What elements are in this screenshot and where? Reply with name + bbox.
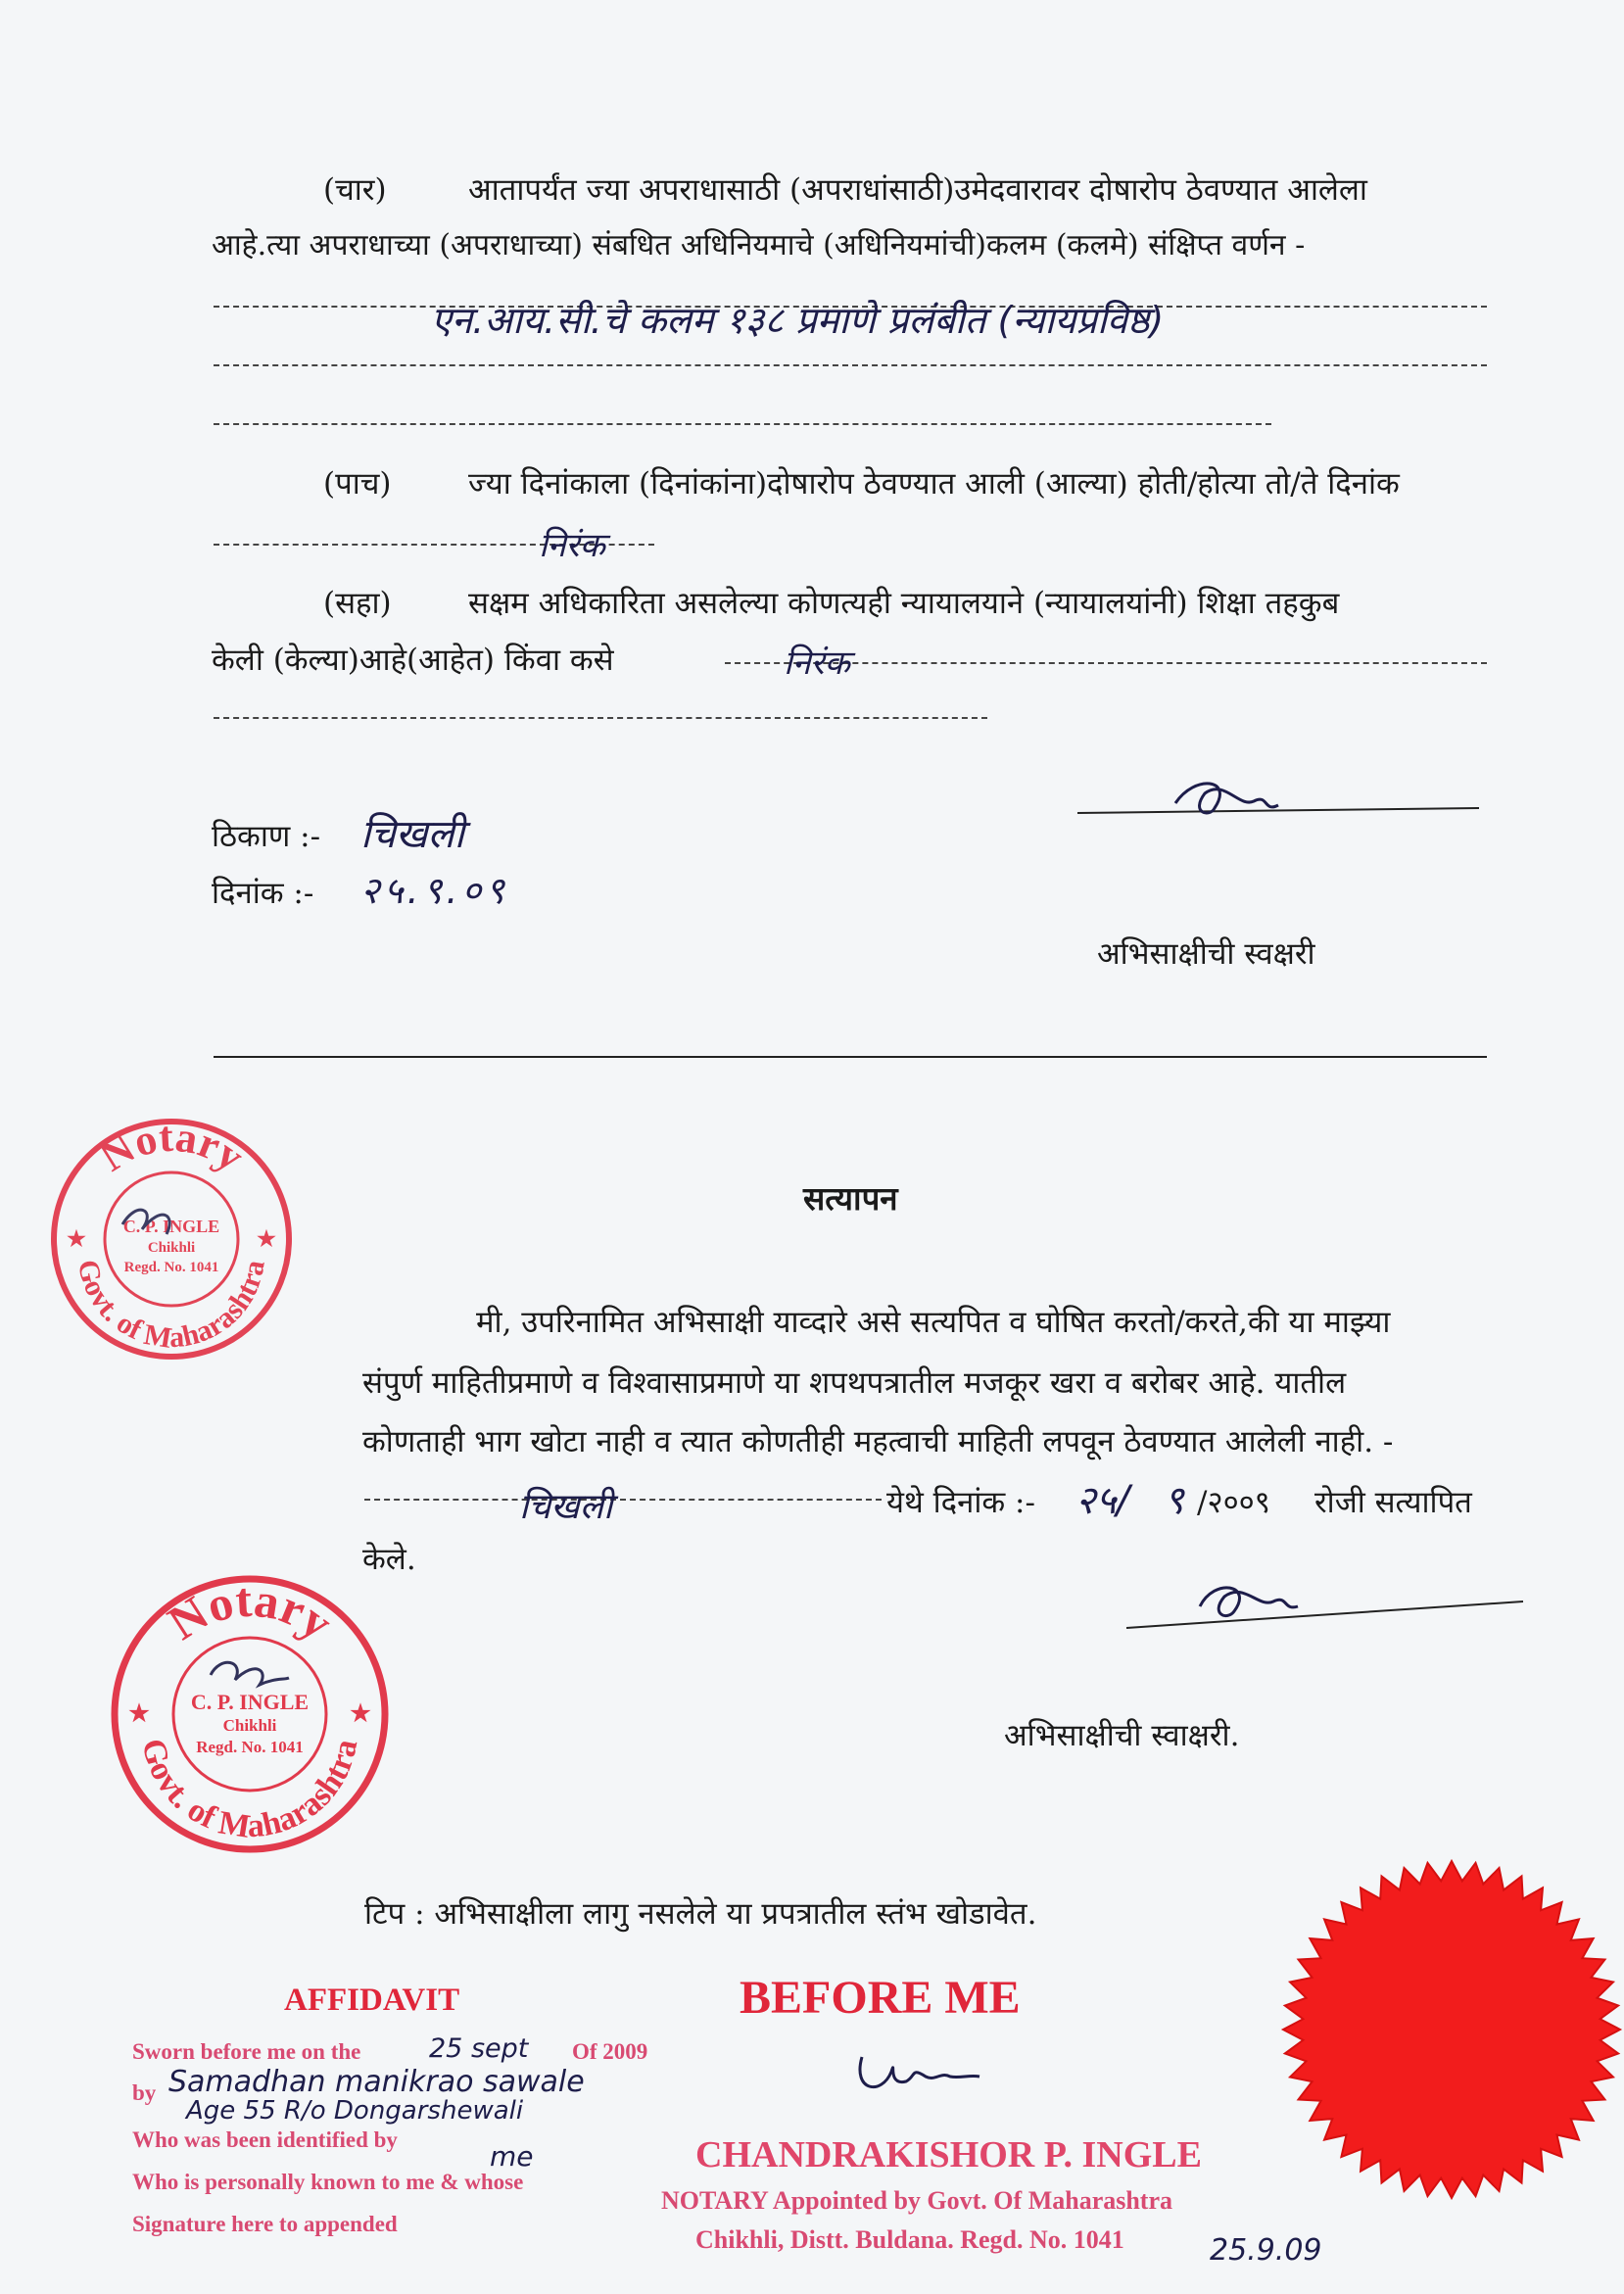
item5-handwritten-answer: निरंक xyxy=(539,526,605,565)
item4-blank-line-2 xyxy=(214,364,1487,366)
svg-text:Notary xyxy=(91,1113,253,1181)
stamp2-reg: Regd. No. 1041 xyxy=(196,1738,304,1756)
verification-place-handwritten: चिखली xyxy=(519,1487,613,1527)
affidavit-line5: Signature here to appended xyxy=(132,2212,398,2236)
item6-line1: सक्षम अधिकारिता असलेल्या कोणत्यही न्यायालयाने (न्यायालयांनी) शिक्षा तहकुब xyxy=(468,586,1340,621)
note: टिप : अभिसाक्षीला लागु नसलेले या प्रपत्रातील स्तंभ खोडावेत. xyxy=(364,1896,1037,1932)
deponent-signature-1 xyxy=(1068,764,1499,833)
section-divider xyxy=(214,1056,1487,1058)
item6-line2: केली (केल्या)आहे(आहेत) किंवा कसे xyxy=(212,643,614,678)
item4-handwritten-answer: एन.आय.सी.चे कलम १३८ प्रमाणे प्रलंबीत (न्यायप्रविष्ठ) xyxy=(431,299,1165,342)
stamp2-top-text: Notary xyxy=(158,1571,344,1651)
stamp2-bottom-text: Govt. of Maharashtra xyxy=(134,1735,365,1846)
item4-number: (चार) xyxy=(323,172,387,208)
affidavit-line2-label: by xyxy=(132,2080,157,2105)
item4-line1: आतापर्यंत ज्या अपराधासाठी (अपराधांसाठी)उमेदवारावर दोषारोप ठेवण्यात आलेला xyxy=(468,172,1367,208)
notary-stamp-2 xyxy=(98,1562,402,1866)
stamp1-city: Chikhli xyxy=(147,1240,196,1256)
place-handwritten: चिखली xyxy=(360,812,464,857)
verification-line1: मी, उपरिनामित अभिसाक्षी याव्दारे असे सत्यपित व घोषित करतो/करते,की या माझ्या xyxy=(476,1305,1391,1340)
deponent-signature-2 xyxy=(1122,1567,1533,1636)
item4-blank-line-3 xyxy=(214,423,1271,425)
date-label: दिनांक :- xyxy=(212,876,314,911)
date-handwritten: २५.९.०९ xyxy=(360,869,508,912)
place-label: ठिकाण :- xyxy=(212,819,321,854)
svg-text:★: ★ xyxy=(128,1701,150,1727)
affidavit-line1-label: Sworn before me on the xyxy=(132,2039,361,2064)
affidavit-line1-hand: 25 sept xyxy=(429,2033,529,2064)
verification-line2: संपुर्ण माहितीप्रमाणे व विश्वासाप्रमाणे या शपथपत्रातील मजकूर खरा व बरोबर आहे. यातील xyxy=(362,1365,1347,1401)
verification-place-blank xyxy=(364,1499,882,1501)
verification-date-month: ९ xyxy=(1164,1478,1184,1523)
svg-text:★: ★ xyxy=(67,1226,86,1251)
affidavit-line4: Who is personally known to me & whose xyxy=(132,2170,524,2194)
signature-caption-2: अभिसाक्षीची स्वाक्षरी. xyxy=(1004,1718,1240,1753)
notary-stamp-1 xyxy=(39,1107,304,1371)
notary-signature xyxy=(842,2028,989,2106)
affidavit-line1-of: Of 2009 xyxy=(572,2039,648,2064)
verification-date-day: २५/ xyxy=(1075,1478,1130,1523)
notary-registration: Chikhli, Distt. Buldana. Regd. No. 1041 xyxy=(695,2225,1124,2254)
before-me-title: BEFORE ME xyxy=(740,1972,1021,2024)
affidavit-line2b-hand: Age 55 R/o Dongarshewali xyxy=(186,2096,524,2126)
item5-line1: ज्या दिनांकाला (दिनांकांना)दोषारोप ठेवण्यात आली (आल्या) होती/होत्या तो/ते दिनांक xyxy=(468,466,1400,502)
item4-line2: आहे.त्या अपराधाच्या (अपराधाच्या) संबधित अधिनियमाचे (अधिनियमांची)कलम (कलमे) संक्षिप्त वर्णन - xyxy=(212,228,1306,263)
verification-title: सत्यापन xyxy=(803,1179,898,1218)
verification-date-prefix: येथे दिनांक :- xyxy=(886,1485,1035,1520)
item6-blank-line-2 xyxy=(214,717,987,719)
affidavit-line3-hand: me xyxy=(490,2140,534,2173)
stamp1-name: C. P. INGLE xyxy=(122,1217,220,1236)
verification-line5: केले. xyxy=(362,1542,416,1577)
affidavit-title: AFFIDAVIT xyxy=(284,1983,460,2018)
verification-date-suffix: रोजी सत्यापित xyxy=(1314,1485,1472,1520)
notary-appointment: NOTARY Appointed by Govt. Of Maharashtra xyxy=(661,2186,1173,2215)
affidavit-line2-hand: Samadhan manikrao sawale xyxy=(168,2065,585,2099)
stamp2-city: Chikhli xyxy=(222,1716,277,1735)
stamp2-name: C. P. INGLE xyxy=(190,1690,310,1714)
stamp1-top-text: Notary xyxy=(91,1112,254,1181)
item5-number: (पाच) xyxy=(323,466,392,502)
notary-date-hand: 25.9.09 xyxy=(1210,2233,1322,2268)
svg-text:★: ★ xyxy=(257,1226,276,1251)
stamp1-reg: Regd. No. 1041 xyxy=(123,1260,219,1275)
verification-line3: कोणताही भाग खोटा नाही व त्यात कोणतीही महत्वाची माहिती लपवून ठेवण्यात आलेली नाही. - xyxy=(362,1424,1394,1459)
affidavit-line3-label: Who was been identified by xyxy=(132,2127,398,2152)
item6-number: (सहा) xyxy=(323,586,392,621)
notary-name: CHANDRAKISHOR P. INGLE xyxy=(695,2134,1202,2175)
signature-caption-1: अभिसाक्षीची स्वक्षरी xyxy=(1097,936,1315,972)
stamp1-bottom-text: Govt. of Maharashtra xyxy=(71,1257,271,1355)
svg-text:★: ★ xyxy=(350,1701,371,1727)
verification-date-year: /२००९ xyxy=(1197,1485,1270,1520)
red-seal-icon xyxy=(1278,1856,1624,2204)
item6-handwritten-answer: निरंक xyxy=(784,644,850,683)
